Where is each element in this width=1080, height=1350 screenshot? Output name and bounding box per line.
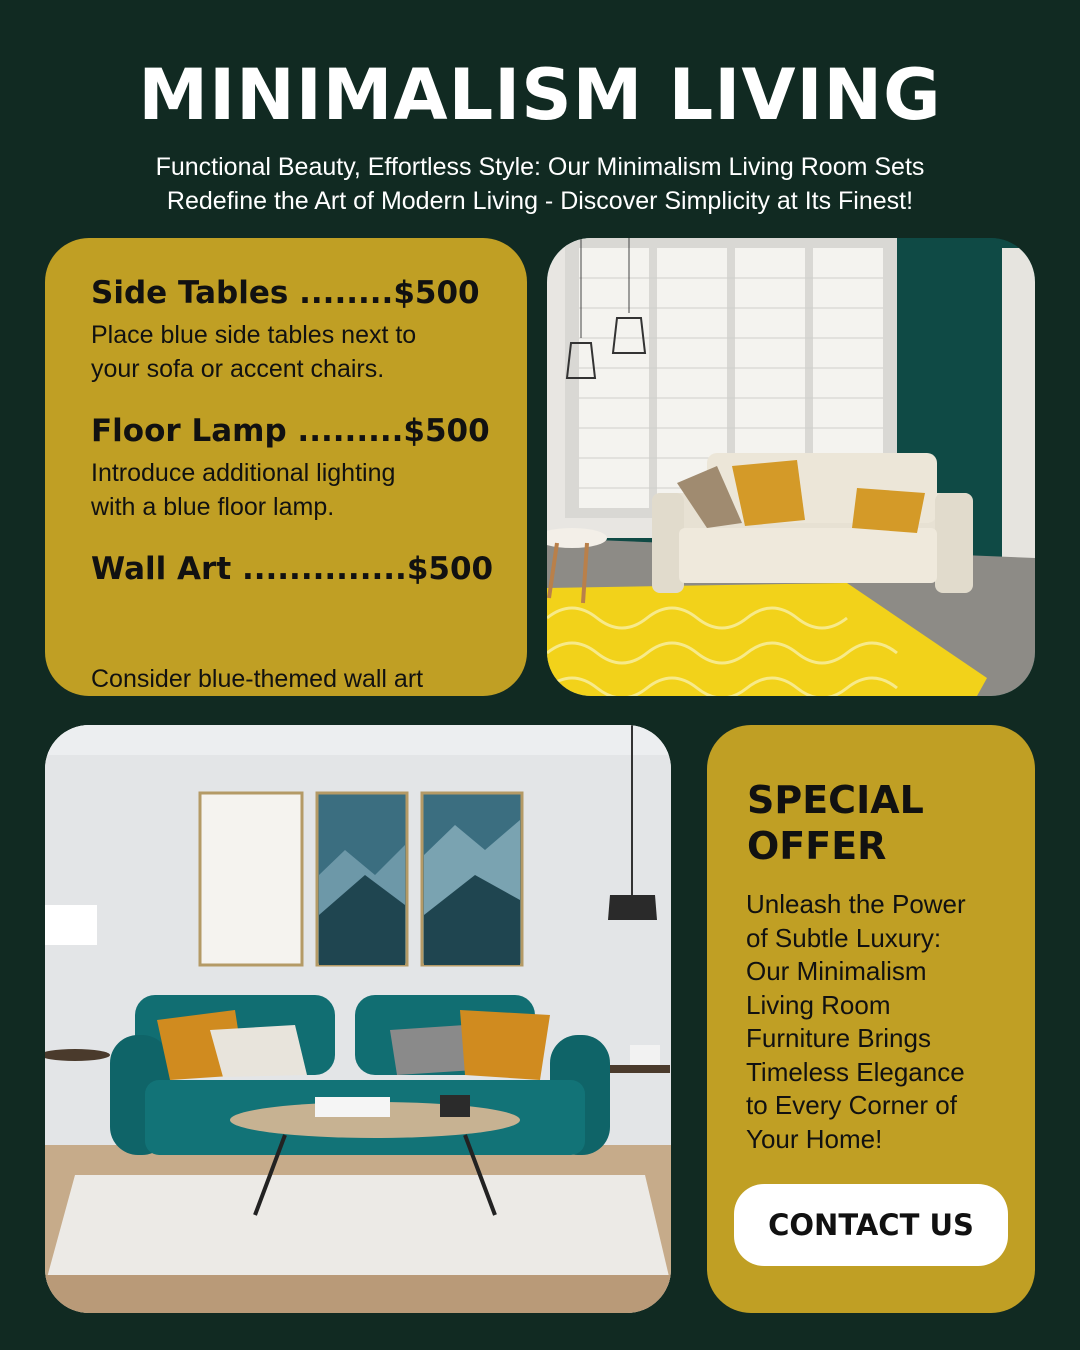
title-line: OFFER — [747, 824, 887, 868]
contact-us-button[interactable]: CONTACT US — [734, 1184, 1008, 1266]
offer-line: Timeless Elegance — [746, 1056, 965, 1087]
living-room-photo-white-sofa — [547, 238, 1035, 696]
menu-item-floor-lamp — [91, 412, 491, 524]
offer-line: Your Home! — [746, 1123, 883, 1154]
menu-item-heading: Side Tables ........$500 — [91, 275, 480, 311]
title-line: SPECIAL — [747, 778, 924, 822]
description-line: with a blue floor lamp. — [91, 493, 335, 521]
subtitle-line: Functional Beauty, Effortless Style: Our Minimalism Living Room Sets — [155, 153, 925, 181]
page-subtitle — [60, 150, 1020, 218]
special-offer-title — [747, 777, 1007, 869]
menu-item-description — [91, 456, 491, 524]
offer-line: Unleash the Power — [746, 889, 966, 919]
subtitle-line: Redefine the Art of Modern Living - Discover Simplicity at Its Finest! — [166, 187, 914, 215]
living-room-photo-teal-sofa — [45, 725, 671, 1313]
description-line: Place blue side tables next to — [91, 321, 417, 349]
offer-line: Living Room — [746, 989, 891, 1020]
offer-line: Furniture Brings — [746, 1023, 931, 1053]
offer-line: of Subtle Luxury: — [746, 922, 942, 953]
special-offer-card — [707, 725, 1035, 1313]
offer-line: Our Minimalism — [746, 956, 927, 986]
price-list-card — [45, 238, 527, 696]
page-title: MINIMALISM LIVING — [138, 54, 942, 136]
menu-item-description — [91, 318, 491, 386]
menu-item-heading: Floor Lamp .........$500 — [91, 413, 490, 449]
description-line: Introduce additional lighting — [91, 459, 396, 487]
description-line: Consider blue-themed wall art — [91, 665, 424, 693]
special-offer-description — [746, 888, 1008, 1156]
menu-item-side-tables — [91, 274, 491, 386]
menu-item-heading: Wall Art ..............$500 — [91, 551, 494, 587]
offer-line: to Every Corner of — [746, 1090, 957, 1120]
description-line: your sofa or accent chairs. — [91, 355, 385, 383]
